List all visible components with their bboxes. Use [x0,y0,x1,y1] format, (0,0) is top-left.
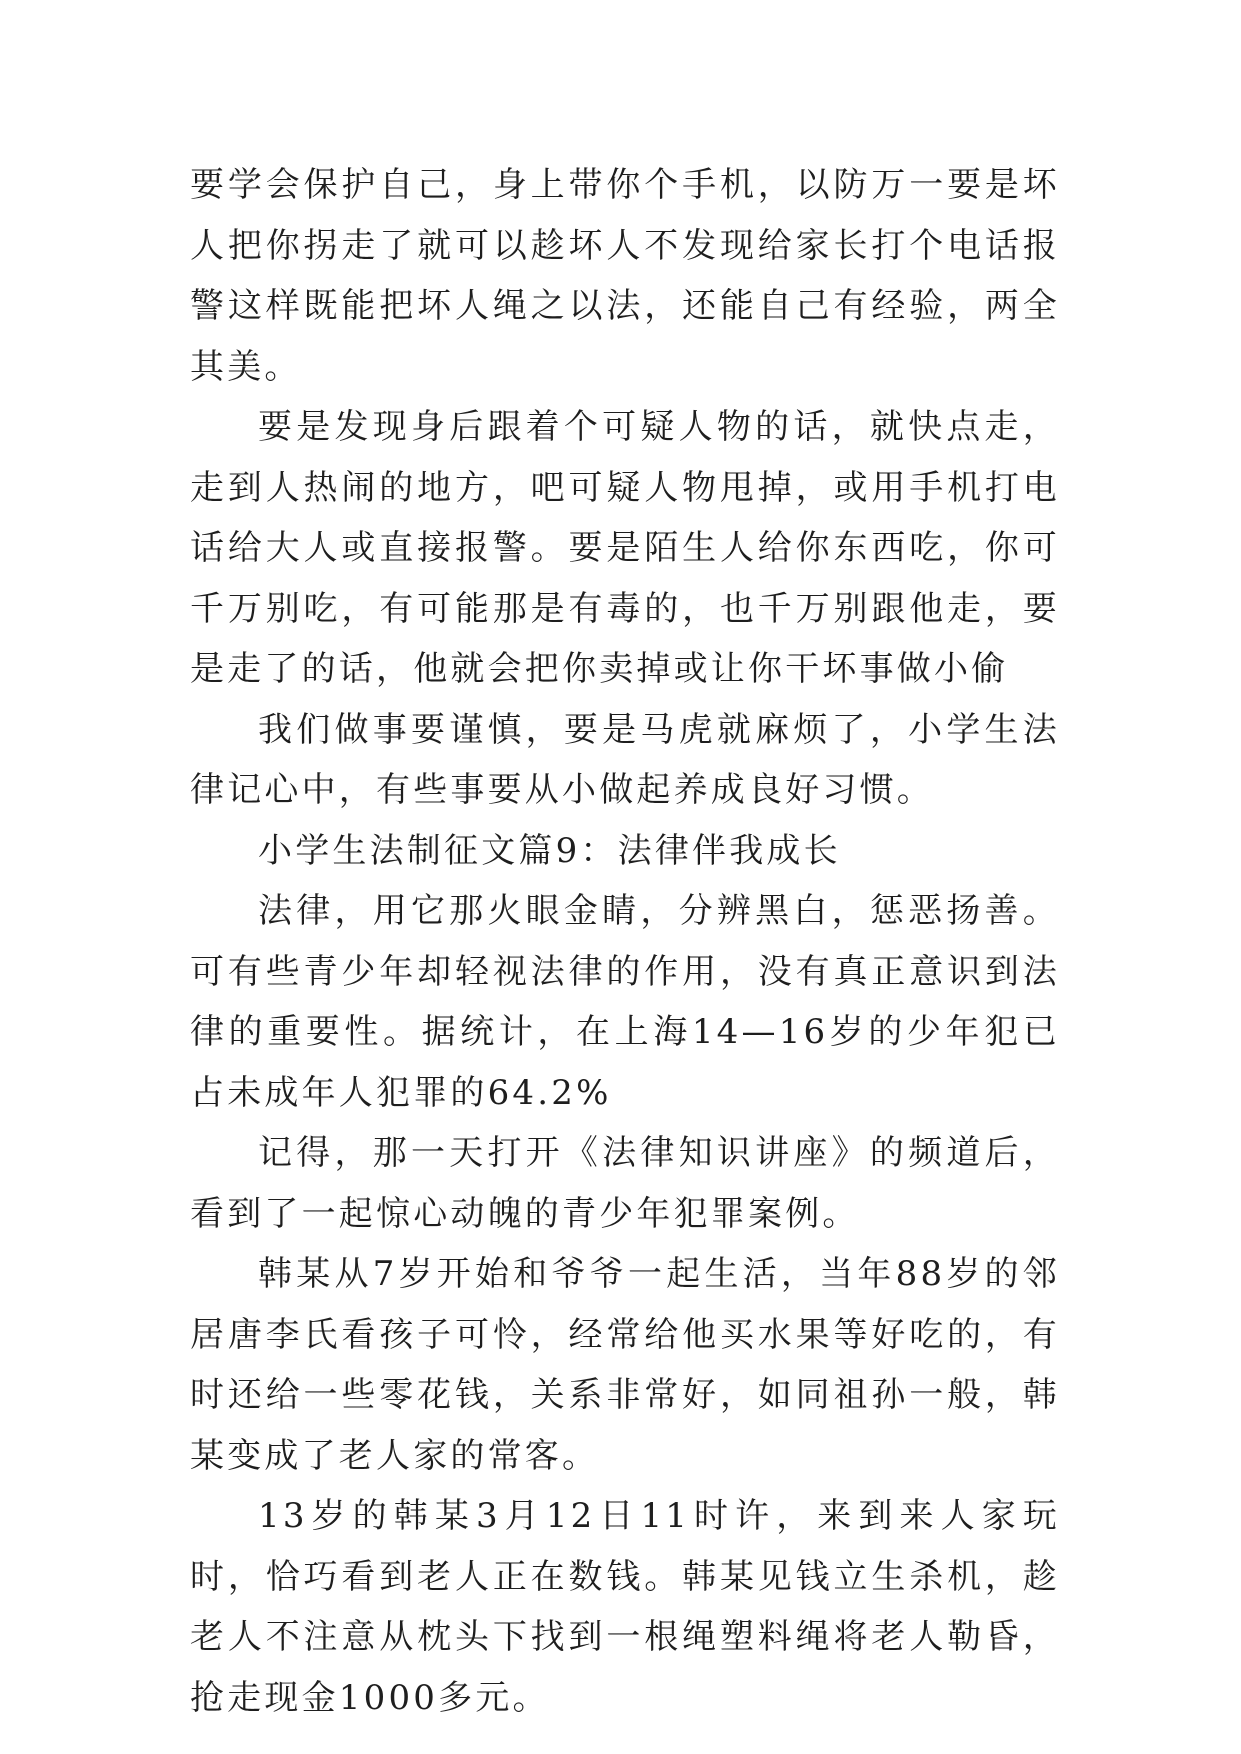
paragraph-7: 13岁的韩某3月12日11时许，来到来人家玩时，恰巧看到老人正在数钱。韩某见钱立生杀机，趁老人不注意从枕头下找到一根绳塑料绳将老人勒昏，抢走现金1000多元。 [190,1496,1060,1718]
paragraph-2: 要是发现身后跟着个可疑人物的话，就快点走，走到人热闹的地方，吧可疑人物甩掉，或用手机打电话给大人或直接报警。要是陌生人给你东西吃，你可千万别吃，有可能那是有毒的，也千万别跟他走，要是走了的话，他就会把你卖掉或让你干坏事做小偷 [190,407,1060,689]
document-body [190,155,1060,1728]
section-heading: 小学生法制征文篇9：法律伴我成长 [258,830,841,871]
paragraph-1: 要学会保护自己，身上带你个手机，以防万一要是坏人把你拐走了就可以趁坏人不发现给家长打个电话报警这样既能把坏人绳之以法，还能自己有经验，两全其美。 [190,165,1060,387]
paragraph-6: 韩某从7岁开始和爷爷一起生活，当年88岁的邻居唐李氏看孩子可怜，经常给他买水果等好吃的，有时还给一些零花钱，关系非常好，如同祖孙一般，韩某变成了老人家的常客。 [190,1254,1060,1476]
paragraph-4: 法律，用它那火眼金睛，分辨黑白，惩恶扬善。可有些青少年却轻视法律的作用，没有真正意识到法律的重要性。据统计，在上海14—16岁的少年犯已占未成年人犯罪的64.2% [190,891,1060,1113]
paragraph-5: 记得，那一天打开《法律知识讲座》的频道后，看到了一起惊心动魄的青少年犯罪案例。 [190,1133,1060,1234]
paragraph-3: 我们做事要谨慎，要是马虎就麻烦了，小学生法律记心中，有些事要从小做起养成良好习惯。 [190,709,1060,810]
